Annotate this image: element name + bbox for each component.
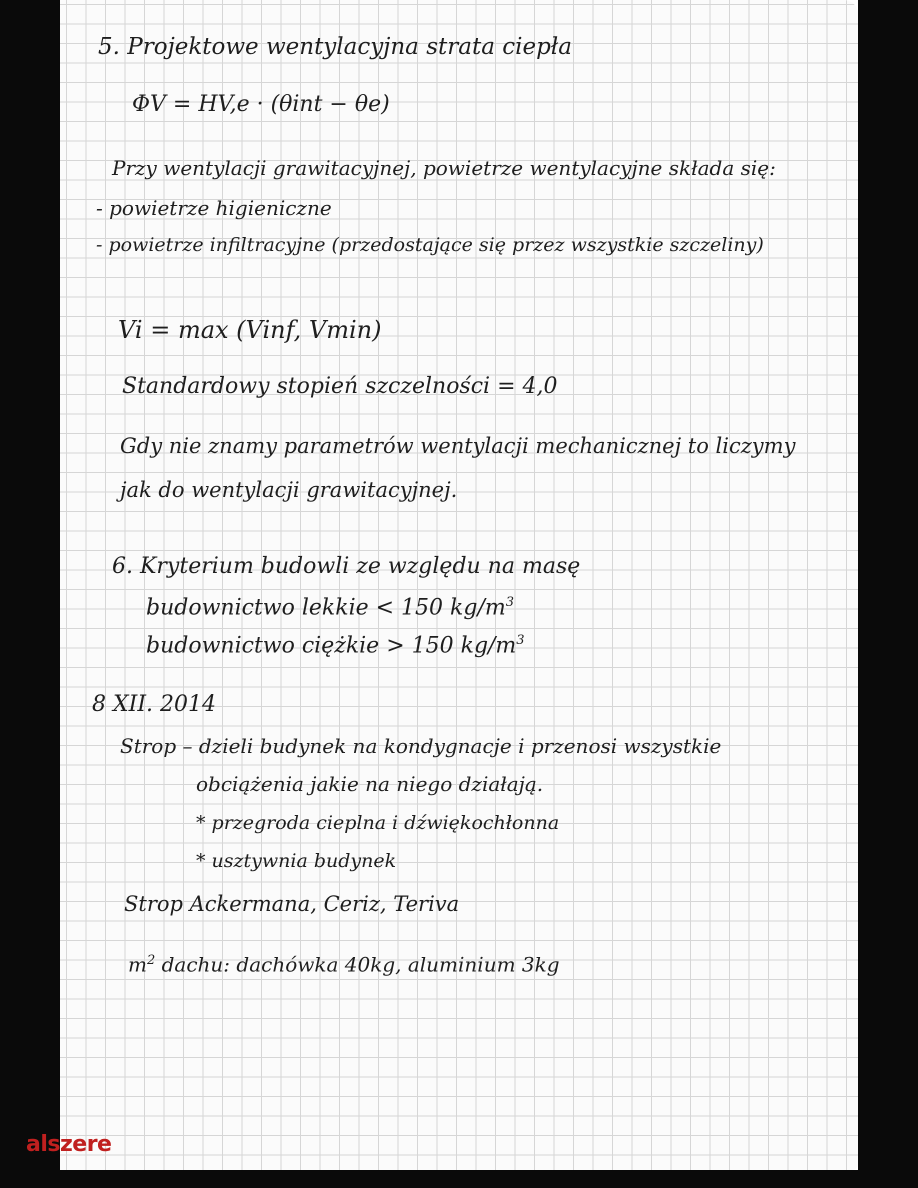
text-light-construction: [146, 596, 514, 619]
list-item-hygienic-air: - powietrze higieniczne: [96, 196, 332, 220]
dark-background-left: [0, 0, 60, 1188]
superscript-3-light: 3: [505, 595, 514, 610]
text-airtightness: Standardowy stopień szczelności = 4,0: [122, 374, 558, 399]
list-item-thermal-barrier: * przegroda cieplna i dźwiękochłonna: [196, 812, 560, 834]
text-roof-mass-unit: m: [128, 952, 147, 977]
heading-section-5: 5. Projektowe wentylacyjna strata ciepła: [98, 34, 572, 60]
list-item-stiffens-building: * usztywnia budynek: [196, 850, 397, 872]
date-entry: 8 XII. 2014: [92, 692, 217, 717]
text-light-construction-label: budownictwo lekkie < 150 kg/m: [146, 595, 506, 621]
grid-notebook-page: [60, 0, 858, 1170]
text-strop-definition-1: Strop – dzieli budynek na kondygnacje i przenosi wszystkie: [120, 734, 722, 758]
text-strop-types: Strop Ackermana, Ceriz, Teriva: [124, 892, 460, 916]
text-mechanical-ventilation-2: jak do wentylacji grawitacyjnej.: [120, 478, 458, 502]
text-strop-definition-2: obciążenia jakie na niego działają.: [196, 772, 544, 796]
text-gravity-ventilation: Przy wentylacji grawitacyjnej, powietrze wentylacyjne składa się:: [112, 156, 776, 180]
text-mechanical-ventilation-1: Gdy nie znamy parametrów wentylacji mechanicznej to liczymy: [120, 434, 796, 458]
formula-vi-max: Vi = max (Vinf, Vmin): [118, 316, 382, 344]
dark-background-right: [858, 0, 918, 1188]
text-roof-mass-values: dachu: dachówka 40kg, aluminium 3kg: [161, 952, 560, 977]
list-item-infiltration-air: - powietrze infiltracyjne (przedostające się przez wszystkie szczeliny): [96, 234, 764, 256]
watermark-logo: alszere: [26, 1132, 112, 1157]
formula-ventilation-loss: ΦV = HV,e · (θint − θe): [132, 92, 390, 117]
heading-section-6: 6. Kryterium budowli ze względu na masę: [112, 554, 581, 579]
superscript-3-heavy: 3: [516, 633, 525, 648]
text-heavy-construction: [146, 634, 525, 657]
text-roof-mass: [128, 954, 560, 975]
text-heavy-construction-label: budownictwo ciężkie > 150 kg/m: [146, 633, 517, 659]
dark-background-bottom: [0, 1170, 918, 1188]
superscript-2: 2: [146, 953, 156, 968]
